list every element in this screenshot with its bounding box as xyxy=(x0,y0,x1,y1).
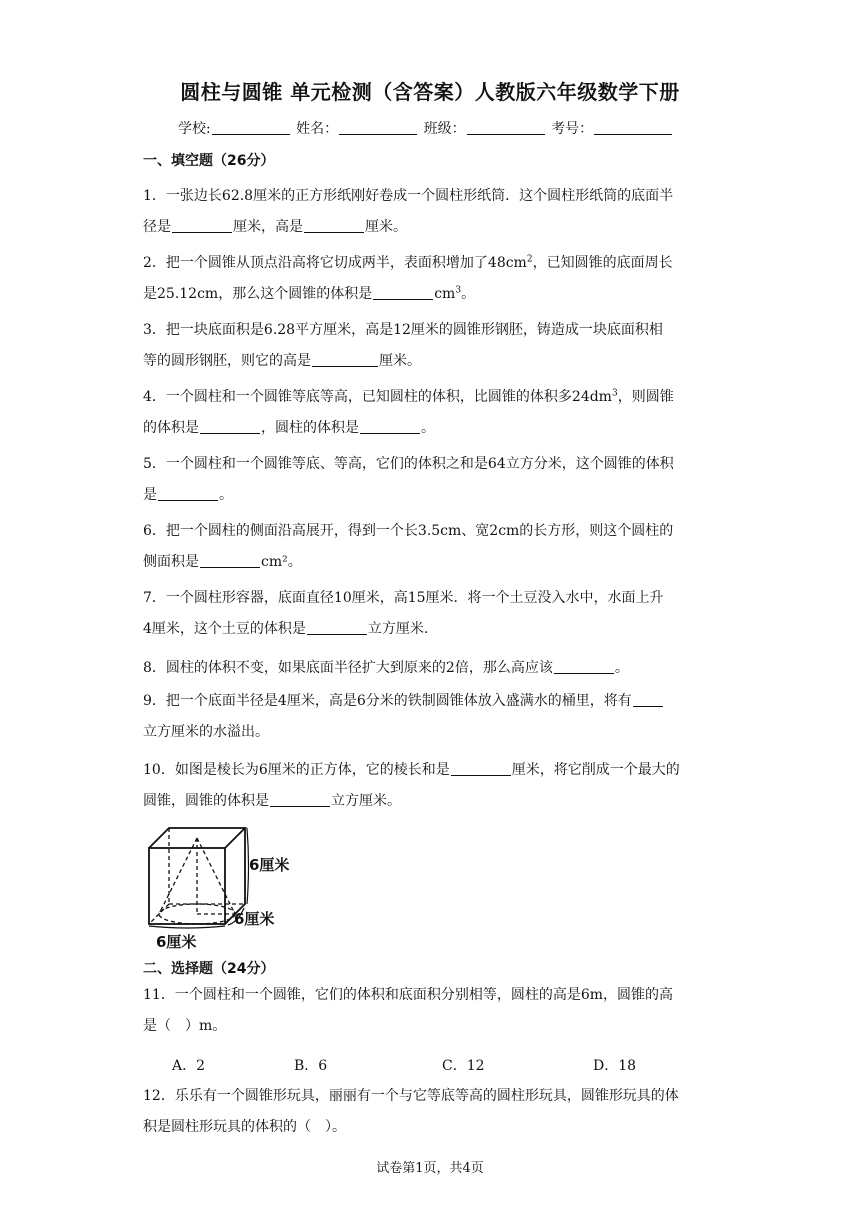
superscript: 3 xyxy=(611,388,618,399)
option-d[interactable]: D．18 xyxy=(593,1058,637,1074)
question-text: 。 xyxy=(219,487,233,503)
width-brace xyxy=(149,926,225,928)
answer-blank xyxy=(373,285,433,300)
cone-side xyxy=(197,838,235,914)
question-text: 。 xyxy=(614,660,629,676)
section-heading-multiple-choice: 二、选择题（24分） xyxy=(143,961,275,977)
cone-side xyxy=(159,838,197,914)
class-blank xyxy=(467,120,545,135)
question-text: 3．把一块底面积是6.28平方厘米，高是12厘米的圆锥形钢胚，铸造成一块底面积相 xyxy=(143,322,663,338)
question-text: 厘米。 xyxy=(379,353,421,369)
question-text: 是25.12cm，那么这个圆锥的体积是 xyxy=(143,286,373,302)
school-blank xyxy=(212,120,290,135)
question-text: 6．把一个圆柱的侧面沿高展开，得到一个长3.5cm、宽2cm的长方形，则这个圆柱的 xyxy=(143,523,674,539)
question-text: 12．乐乐有一个圆锥形玩具，丽丽有一个与它等底等高的圆柱形玩具，圆锥形玩具的体 xyxy=(143,1088,679,1104)
question-text: 11．一个圆柱和一个圆锥，它们的体积和底面积分别相等，圆柱的高是6m，圆锥的高 xyxy=(143,987,673,1003)
question-7 xyxy=(143,583,718,645)
answer-blank xyxy=(554,659,614,674)
question-1 xyxy=(143,181,718,243)
answer-blank xyxy=(633,692,663,707)
question-text: 圆锥，圆锥的体积是 xyxy=(143,793,269,809)
question-text: ，圆柱的体积是 xyxy=(261,420,359,436)
question-text: 厘米，高是 xyxy=(233,219,303,235)
question-text: 4．一个圆柱和一个圆锥等底等高，已知圆柱的体积，比圆锥的体积多24dm xyxy=(143,389,612,405)
question-6 xyxy=(143,516,718,578)
answer-blank xyxy=(360,419,420,434)
question-text: 4厘米，这个土豆的体积是 xyxy=(143,621,306,637)
section-heading-fill-in: 一、填空题（26分） xyxy=(143,153,275,169)
question-text: 是（ ）m。 xyxy=(143,1018,227,1034)
question-text: 1．一张边长62.8厘米的正方形纸刚好卷成一个圆柱形纸筒．这个圆柱形纸筒的底面半 xyxy=(143,188,674,204)
answer-blank xyxy=(312,352,378,367)
answer-blank xyxy=(307,620,367,635)
class-label: 班级： xyxy=(423,121,466,137)
question-text: 立方厘米。 xyxy=(331,793,401,809)
answer-blank xyxy=(304,218,364,233)
question-3 xyxy=(143,315,718,377)
question-text: 5．一个圆柱和一个圆锥等底、等高，它们的体积之和是64立方分米，这个圆锥的体积 xyxy=(143,456,674,472)
question-5 xyxy=(143,449,718,511)
question-text: ，已知圆锥的底面周长 xyxy=(532,255,673,271)
question-11-options xyxy=(172,1055,636,1075)
question-10 xyxy=(143,755,718,817)
height-label: 6厘米 xyxy=(249,856,290,874)
question-text: 9．把一个底面半径是4厘米，高是6分米的铁制圆锥体放入盛满水的桶里，将有 xyxy=(143,693,632,709)
question-text: 10．如图是棱长为6厘米的正方体，它的棱长和是 xyxy=(143,762,450,778)
page-footer: 试卷第1页，共4页 xyxy=(376,1161,484,1176)
question-9 xyxy=(143,686,718,748)
question-text: cm xyxy=(434,286,456,302)
question-text: cm²。 xyxy=(261,554,302,570)
question-text: 是 xyxy=(143,487,157,503)
option-a[interactable]: A．2 xyxy=(172,1058,206,1074)
question-text: 立方厘米. xyxy=(367,621,429,637)
question-2 xyxy=(143,248,718,310)
width-label: 6厘米 xyxy=(156,933,197,950)
answer-blank xyxy=(172,218,232,233)
question-text: 7．一个圆柱形容器，底面直径10厘米，高15厘米．将一个土豆没入水中，水面上升 xyxy=(143,590,664,606)
question-text: 等的圆形钢胚，则它的高是 xyxy=(143,353,311,369)
question-text: 积是圆柱形玩具的体积的（ ）。 xyxy=(143,1119,346,1135)
question-text: 。 xyxy=(461,286,476,302)
exam-number-blank xyxy=(594,120,672,135)
question-text: 厘米，将它削成一个最大的 xyxy=(511,762,680,778)
question-text: 立方厘米的水溢出。 xyxy=(143,724,269,740)
answer-blank xyxy=(200,419,260,434)
question-text: 。 xyxy=(421,420,435,436)
name-label: 姓名： xyxy=(296,121,339,137)
question-11 xyxy=(143,980,718,1042)
superscript: 2 xyxy=(526,254,533,265)
question-8 xyxy=(143,653,718,684)
superscript: 3 xyxy=(455,285,462,296)
name-blank xyxy=(339,120,417,135)
cube-cone-figure xyxy=(146,826,306,950)
question-text: 径是 xyxy=(143,219,171,235)
question-text: 的体积是 xyxy=(143,420,199,436)
school-label: 学校: xyxy=(178,121,211,137)
option-b[interactable]: B．6 xyxy=(294,1058,328,1074)
answer-blank xyxy=(270,792,330,807)
exam-number-label: 考号： xyxy=(551,121,594,137)
answer-blank xyxy=(200,553,260,568)
question-text: 侧面积是 xyxy=(143,554,199,570)
question-text: 厘米。 xyxy=(365,219,407,235)
question-text: 8．圆柱的体积不变，如果底面半径扩大到原来的2倍，那么高应该 xyxy=(143,660,553,676)
question-4 xyxy=(143,382,718,444)
answer-blank xyxy=(451,761,511,776)
question-12 xyxy=(143,1081,718,1143)
option-c[interactable]: C．12 xyxy=(442,1058,485,1074)
depth-label: 6厘米 xyxy=(234,910,275,928)
page-title: 圆柱与圆锥 单元检测（含答案）人教版六年级数学下册 xyxy=(180,80,680,104)
answer-blank xyxy=(158,486,218,501)
question-text: ，则圆锥 xyxy=(617,389,674,405)
student-info-row xyxy=(178,118,674,138)
question-text: 2．把一个圆锥从顶点沿高将它切成两半，表面积增加了48cm xyxy=(143,255,527,271)
